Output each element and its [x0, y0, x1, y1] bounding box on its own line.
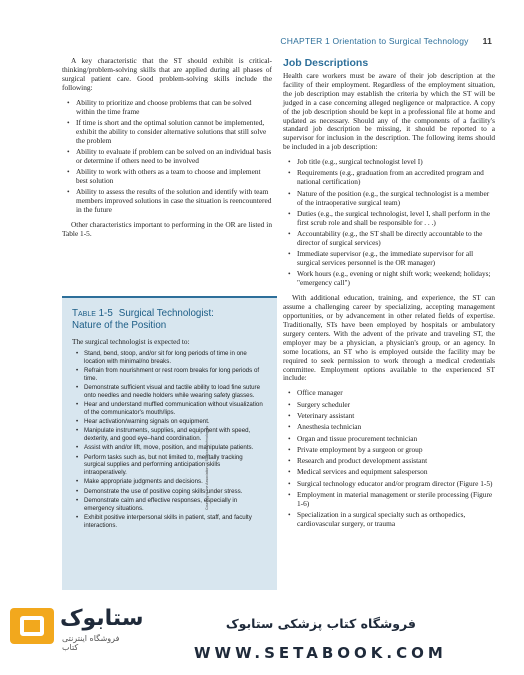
table-row: • Demonstrate calm and effective responses, especially in emergency situations. [84, 497, 264, 512]
running-head [0, 36, 492, 46]
section-heading: Job Descriptions [283, 57, 369, 69]
list-item: • Private employment by a surgeon or group [297, 446, 495, 455]
table-title-line1: Surgical Technologist: [118, 308, 214, 319]
list-item: • Research and product development assistant [297, 457, 495, 466]
list-item: • Ability to assess the results of the solution and identify with team members improved solutions in case the situation is reencountered in the future [76, 188, 272, 215]
table-list [62, 350, 264, 529]
table-row: • Exhibit positive interpersonal skills in patient, staff, and faculty interactions. [84, 514, 264, 529]
table-row: • Stand, bend, stoop, and/or sit for long periods of time in one location with minimal/no breaks. [84, 350, 264, 365]
table-row: • Perform tasks such as, but not limited to, mentally tracking surgical supplies and performing anticipation skills intraoperatively. [84, 454, 264, 477]
list-item: • Immediate supervisor (e.g., the immediate supervisor for all surgical services personnel is the OR manager) [297, 250, 495, 268]
list-item: • Office manager [297, 389, 495, 398]
brand-subtitle: فروشگاه اینترنتی کتاب [62, 634, 120, 652]
brand-name: ستابوک [60, 606, 144, 631]
shop-name: فروشگاه کتاب پزشکی ستابوک [225, 616, 416, 631]
chapter-title: CHAPTER 1 Orientation to Surgical Technology [280, 36, 469, 46]
list-item: • Specialization in a surgical specialty such as orthopedics, cardiovascular surgery, or trauma [297, 511, 495, 529]
table-row: • Hear and understand muffled communication without visualization of the communicator's mouth/lips. [84, 401, 264, 416]
list-item: • Employment in material management or sterile processing (Figure 1-6) [297, 491, 495, 509]
table-row: • Assist with and/or lift, move, position, and manipulate patients. [84, 444, 264, 452]
table-credit: Courtesy of the Association of Surgical Technologists [205, 425, 209, 510]
list-item: • Anesthesia technician [297, 423, 495, 432]
list-item: • Ability to work with others as a team to choose and implement best solution [76, 168, 272, 186]
problem-solving-paragraph: A key characteristic that the ST should exhibit is critical-thinking/problem-solving skills that are applied during all phases of surgical patient care. Good problem-solving skills include the following: [62, 56, 272, 92]
other-characteristics-paragraph: Other characteristics important to performing in the OR are listed in Table 1-5. [62, 220, 272, 238]
list-item: • If time is short and the optimal solution cannot be implemented, exhibit the ability to consider alternative solutions that still solve the problem [76, 119, 272, 146]
table-row: • Demonstrate the use of positive coping skills under stress. [84, 488, 264, 496]
setabook-logo[interactable] [10, 604, 144, 652]
list-item: • Ability to evaluate if problem can be solved on an individual basis or determine if others need to be involved [76, 148, 272, 166]
table-title-line2: Nature of the Position [72, 320, 167, 331]
list-item: • Veterinary assistant [297, 412, 495, 421]
list-item: • Surgery scheduler [297, 401, 495, 410]
table-title [72, 308, 277, 332]
list-item: • Requirements (e.g., graduation from an accredited program and national certification) [297, 169, 495, 187]
list-item: • Nature of the position (e.g., the surgical technologist is a member of the intraoperative surgical team) [297, 190, 495, 208]
left-column [62, 57, 272, 245]
job-description-items [283, 158, 495, 288]
job-description-paragraph: Health care workers must be aware of their job description at the facility of their employment. Regardless of the employment situation, the job description may establish the criteria by which the ST will be judged in a case concerning alleged negligence or malpractice. A copy of the job description should be kept in a professional file at home and updated as necessary. Should any of the components of a facility's standard job description be missing, it should be reported to a supervisor for inclusion in the description. The following items should be included in a job description: [283, 71, 495, 152]
list-item: • Accountability (e.g., the ST shall be directly accountable to the director of surgical services) [297, 230, 495, 248]
table-row: • Hear activation/warning signals on equipment. [84, 418, 264, 426]
table-row: • Demonstrate sufficient visual and tactile ability to load fine suture onto needles and needle holders while wearing safety glasses. [84, 384, 264, 399]
table-row: • Make appropriate judgments and decisions. [84, 478, 264, 486]
list-item: • Medical services and equipment salesperson [297, 468, 495, 477]
list-item: • Ability to prioritize and choose problems that can be solved within the time frame [76, 99, 272, 117]
book-icon [10, 608, 54, 644]
career-paragraph: With additional education, training, and experience, the ST can assume a challenging career by specializing, accepting management opportunities, or by advancement in other related fields of expertise. Traditionally, STs have been employed by hospitals or ambulatory surgery centers. With the advent of the private and traveling ST, the employer may be a physician, a physician's group, or an agency. In some locations, an ST who is employed outside the facility may be required to seek permission to work through a medical credentials committee. Employment options available to the experienced ST include: [283, 293, 495, 383]
list-item: • Job title (e.g., surgical technologist level I) [297, 158, 495, 167]
list-item: • Duties (e.g., the surgical technologist, level I, shall perform in the first scrub role and shall be responsible for . . .) [297, 210, 495, 228]
list-item: • Surgical technology educator and/or program director (Figure 1-5) [297, 480, 495, 489]
list-item: • Work hours (e.g., evening or night shift work; weekend; holidays; "emergency call") [297, 270, 495, 288]
table-row: • Manipulate instruments, supplies, and equipment with speed, dexterity, and good eye–hand coordination. [84, 427, 264, 442]
page-number: 11 [482, 36, 492, 46]
table-intro: The surgical technologist is expected to: [72, 337, 190, 346]
watermark-footer [0, 604, 524, 675]
problem-solving-list [62, 99, 272, 215]
table-row: • Refrain from nourishment or rest room breaks for long periods of time. [84, 367, 264, 382]
table-number: Table 1-5 [72, 308, 113, 319]
table-1-5-box [62, 296, 277, 590]
list-item: • Organ and tissue procurement technician [297, 435, 495, 444]
shop-url[interactable]: WWW.SETABOOK.COM [194, 644, 447, 662]
right-column [283, 57, 495, 535]
employment-options-list [283, 389, 495, 529]
